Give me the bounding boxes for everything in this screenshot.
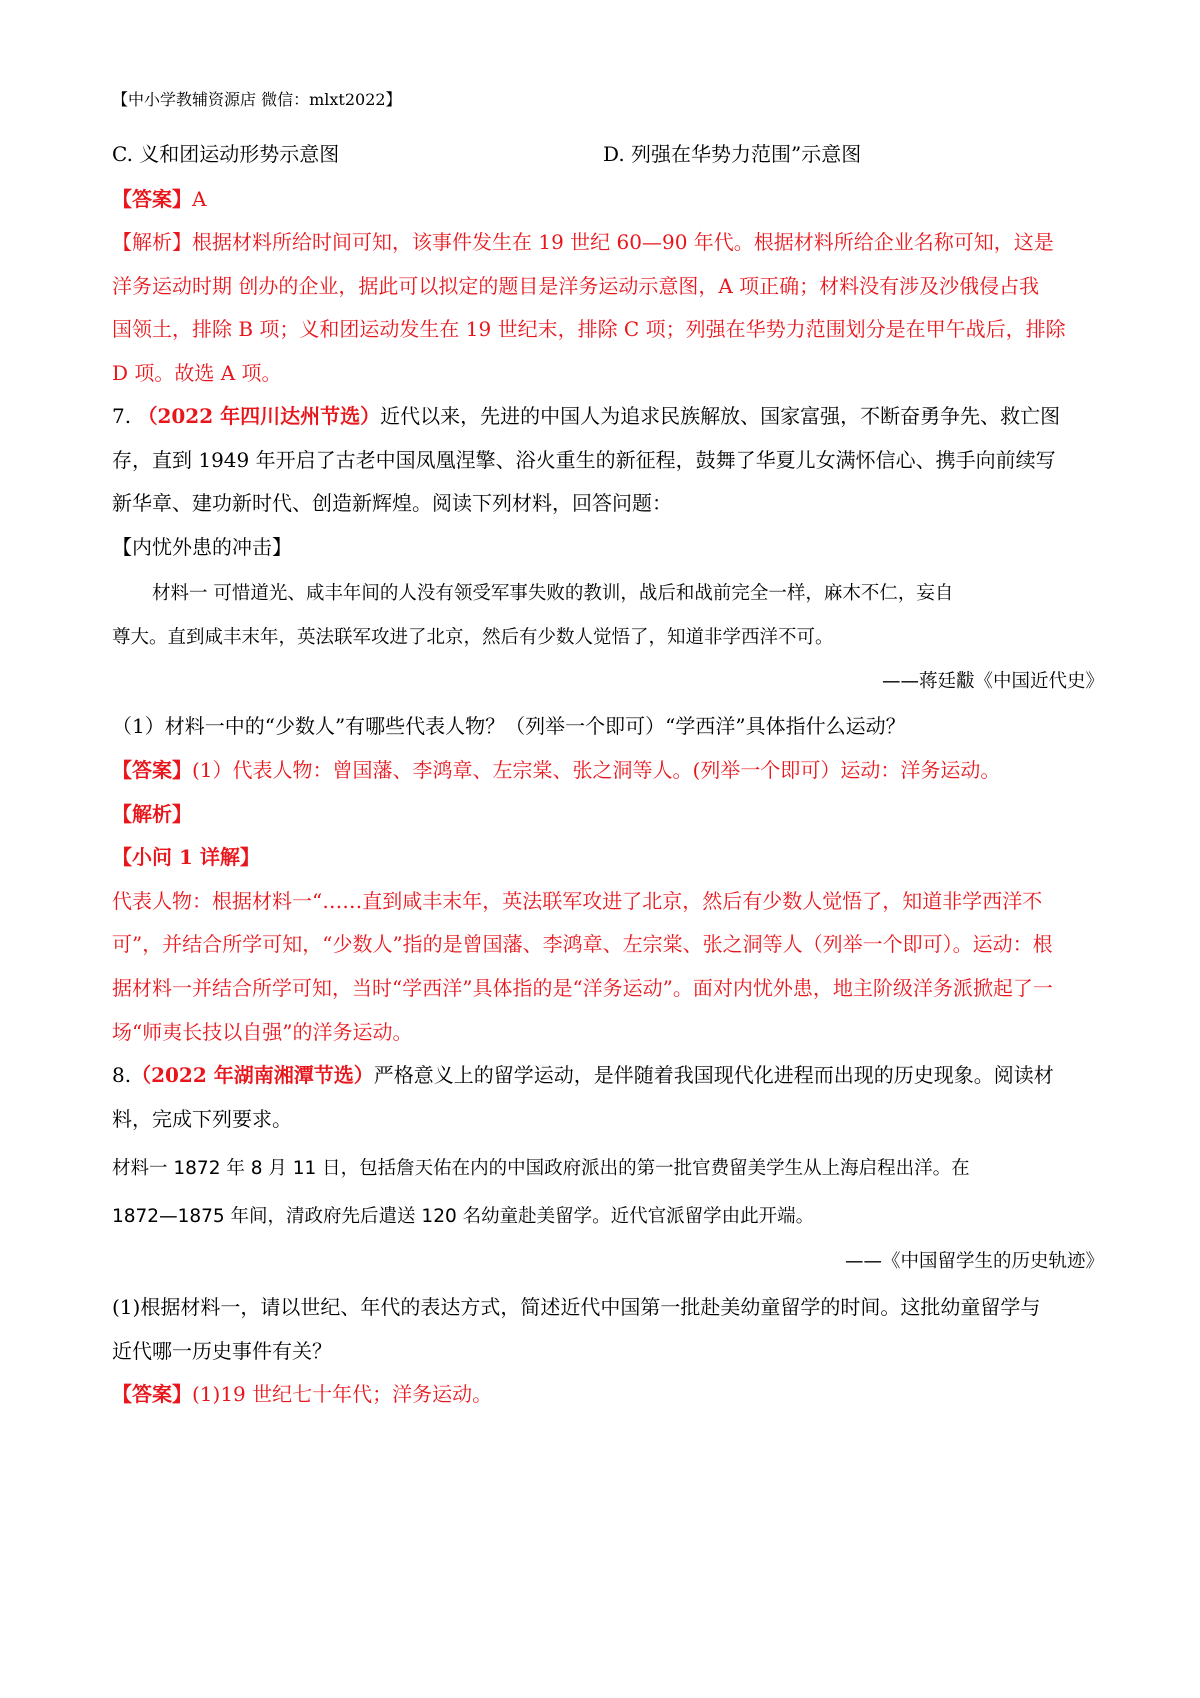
- material-line: 材料一 1872 年 8 月 11 日，包括詹天佑在内的中国政府派出的第一批官费留美学生从上海启程出洋。在: [112, 1158, 970, 1179]
- question-stem: 近代以来，先进的中国人为追求民族解放、国家富强，不断奋勇争先、救亡图: [380, 404, 1061, 428]
- q7-stem: [112, 402, 1102, 430]
- answer-tag: 【答案】: [112, 1382, 192, 1406]
- q8-answer: [112, 1380, 1102, 1408]
- answer-value: (1)19 世纪七十年代；洋务运动。: [192, 1382, 493, 1406]
- q7-stem-line: 存，直到 1949 年开启了古老中国凤凰涅擎、浴火重生的新征程，鼓舞了华夏儿女满怀信心、携手向前续写: [112, 448, 1056, 472]
- sub-question-tag: 【小问 1 详解】: [112, 845, 260, 869]
- answer-value: (1）代表人物：曾国藩、李鸿章、左宗棠、张之洞等人。(列举一个即可）运动：洋务运动。: [192, 758, 1001, 782]
- q7-answer: [112, 756, 1102, 784]
- detail-line: 场“师夷长技以自强”的洋务运动。: [112, 1020, 413, 1044]
- question-stem: 严格意义上的留学运动，是伴随着我国现代化进程而出现的历史现象。阅读材: [373, 1063, 1054, 1087]
- answer-tag: 【答案】: [112, 187, 192, 211]
- detail-line: 代表人物：根据材料一“……直到咸丰末年，英法联军攻进了北京，然后有少数人觉悟了，知道非学西洋不: [112, 889, 1043, 913]
- material-line: 尊大。直到咸丰末年，英法联军攻进了北京，然后有少数人觉悟了，知道非学西洋不可。: [112, 627, 834, 648]
- q6-analysis-line: 【解析】根据材料所给时间可知，该事件发生在 19 世纪 60—90 年代。根据材料所给企业名称可知，这是: [112, 230, 1054, 254]
- q6-analysis-line: 洋务运动时期 创办的企业，据此可以拟定的题目是洋务运动示意图，A 项正确；材料没有涉及沙俄侵占我: [112, 274, 1040, 298]
- material-source: ——蒋廷黻《中国近代史》: [881, 671, 1104, 692]
- option-d: D. 列强在华势力范围”示意图: [603, 142, 862, 166]
- detail-line: 可”，并结合所学可知，“少数人”指的是曾国藩、李鸿章、左宗棠、张之洞等人（列举一个即可）。运动：根: [112, 932, 1053, 956]
- q6-answer: [112, 185, 1102, 213]
- question-source: （2022 年四川达州节选）: [137, 404, 381, 428]
- question-number: 7.: [112, 404, 132, 428]
- header-watermark: 【中小学教辅资源店 微信：mlxt2022】: [112, 90, 402, 109]
- q8-question-line: 近代哪一历史事件有关？: [112, 1339, 332, 1363]
- option-row: [112, 140, 1102, 168]
- q8-stem-line: 料，完成下列要求。: [112, 1107, 292, 1131]
- option-c: C. 义和团运动形势示意图: [112, 142, 340, 166]
- q7-question-1: （1）材料一中的“少数人”有哪些代表人物？（列举一个即可）“学西洋”具体指什么运动？: [112, 714, 906, 738]
- q7-stem-line: 新华章、建功新时代、创造新辉煌。阅读下列材料，回答问题：: [112, 491, 672, 515]
- q6-analysis-line: 国领土，排除 B 项；义和团运动发生在 19 世纪末，排除 C 项；列强在华势力范围划分是在甲午战后，排除: [112, 317, 1066, 341]
- material-line: 材料一 可惜道光、咸丰年间的人没有领受军事失败的教训，战后和战前完全一样，麻木不仁，妄自: [152, 583, 954, 604]
- q8-question-line: (1)根据材料一，请以世纪、年代的表达方式，简述近代中国第一批赴美幼童留学的时间。这批幼童留学与: [112, 1295, 1041, 1319]
- q8-stem: [112, 1061, 1102, 1089]
- material-line: 1872—1875 年间，清政府先后遣送 120 名幼童赴美留学。近代官派留学由此开端。: [112, 1206, 815, 1227]
- answer-value: A: [192, 187, 207, 211]
- detail-line: 据材料一并结合所学可知，当时“学西洋”具体指的是“洋务运动”。面对内忧外患，地主阶级洋务派掀起了一: [112, 976, 1053, 1000]
- q6-analysis-line: D 项。故选 A 项。: [112, 361, 282, 385]
- question-number: 8.: [112, 1063, 132, 1087]
- section-title: 【内忧外患的冲击】: [112, 535, 292, 559]
- analysis-tag: 【解析】: [112, 802, 192, 826]
- material-source: ——《中国留学生的历史轨迹》: [844, 1251, 1104, 1272]
- answer-tag: 【答案】: [112, 758, 192, 782]
- question-source: （2022 年湖南湘潭节选）: [131, 1063, 374, 1087]
